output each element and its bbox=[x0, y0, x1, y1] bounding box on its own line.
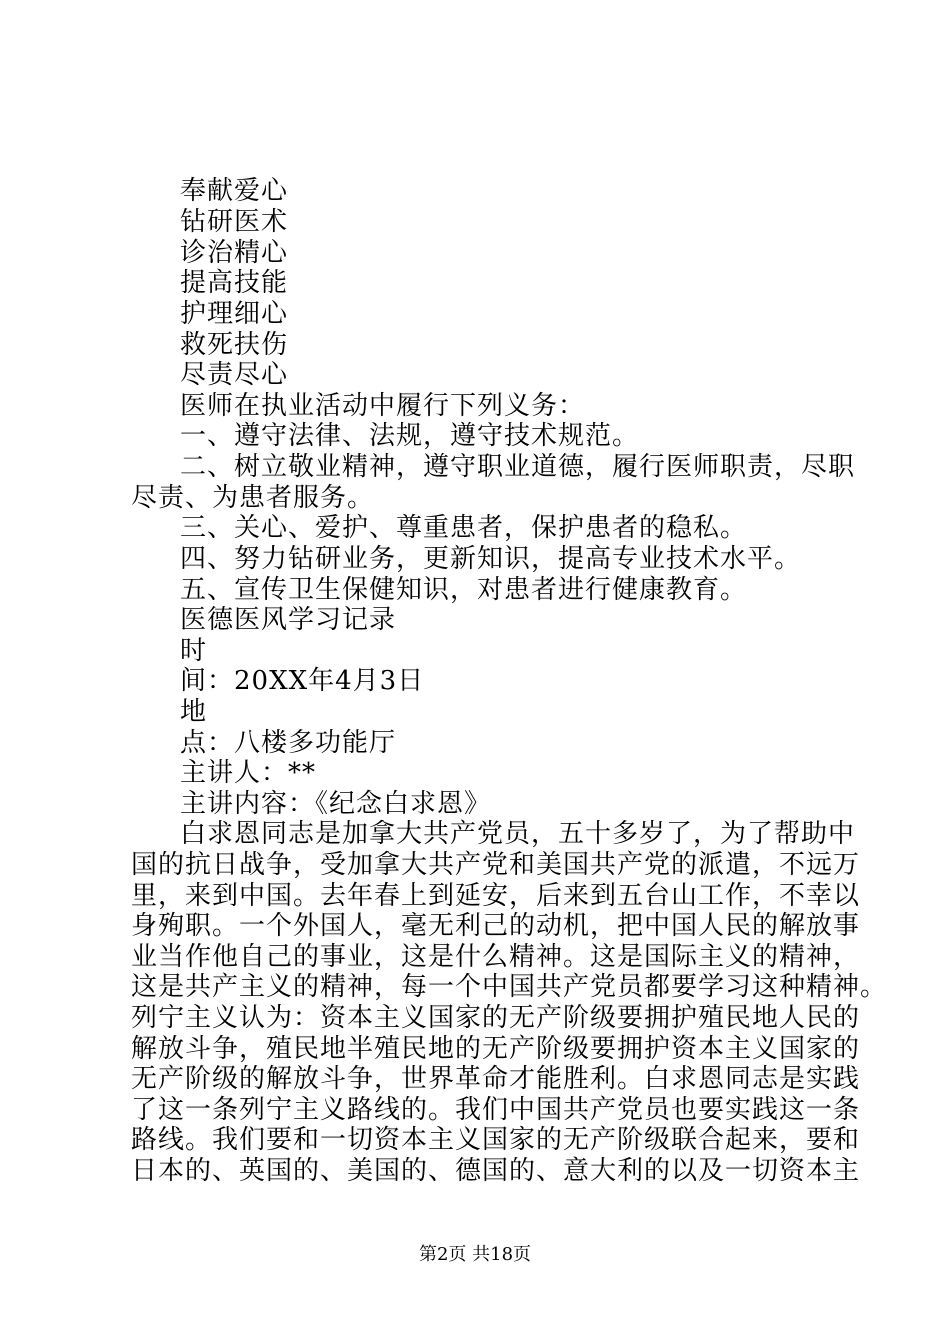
virtue-line: 尽责尽心 bbox=[180, 360, 289, 390]
duty-item: 三、关心、爱护、尊重患者，保护患者的稳私。 bbox=[180, 513, 748, 543]
article-line: 无产阶级的解放斗争，世界革命才能胜利。白求恩同志是实践 bbox=[131, 1064, 861, 1094]
virtue-line: 钻研医术 bbox=[180, 207, 289, 237]
duties-intro: 医师在执业活动中履行下列义务： bbox=[180, 391, 586, 421]
record-place-label: 地 bbox=[180, 697, 208, 727]
article-line: 日本的、英国的、美国的、德国的、意大利的以及一切资本主 bbox=[131, 1156, 861, 1186]
article-line: 了这一条列宁主义路线的。我们中国共产党员也要实践这一条 bbox=[131, 1095, 861, 1125]
virtue-line: 诊治精心 bbox=[180, 238, 289, 268]
record-content: 主讲内容：《纪念白求恩》 bbox=[180, 789, 492, 819]
virtue-line: 提高技能 bbox=[180, 268, 289, 298]
page-footer: 第2页 共18页 bbox=[418, 1244, 532, 1265]
duty-item: 二、树立敬业精神，遵守职业道德，履行医师职责，尽职 bbox=[180, 452, 856, 482]
article-line: 身殉职。一个外国人，毫无利己的动机，把中国人民的解放事 bbox=[131, 911, 861, 941]
article-line: 白求恩同志是加拿大共产党员，五十多岁了，为了帮助中 bbox=[180, 819, 856, 849]
duty-item-continuation: 尽责、为患者服务。 bbox=[131, 483, 375, 513]
article-line: 里，来到中国。去年春上到延安，后来到五台山工作，不幸以 bbox=[131, 881, 861, 911]
article-line: 业当作他自己的事业，这是什么精神。这是国际主义的精神， bbox=[131, 942, 861, 972]
record-time-label: 时 bbox=[180, 636, 208, 666]
article-line: 国的抗日战争，受加拿大共产党和美国共产党的派遣，不远万 bbox=[131, 850, 861, 880]
virtue-line: 奉献爱心 bbox=[180, 176, 289, 206]
article-line: 这是共产主义的精神，每一个中国共产党员都要学习这种精神。 bbox=[131, 972, 888, 1002]
virtue-line: 救死扶伤 bbox=[180, 330, 289, 360]
virtue-line: 护理细心 bbox=[180, 299, 289, 329]
record-title: 医德医风学习记录 bbox=[180, 605, 397, 635]
article-line: 列宁主义认为：资本主义国家的无产阶级要拥护殖民地人民的 bbox=[131, 1003, 861, 1033]
article-line: 解放斗争，殖民地半殖民地的无产阶级要拥护资本主义国家的 bbox=[131, 1034, 861, 1064]
record-time: 间：20XX年4月3日 bbox=[180, 666, 425, 696]
duty-item: 五、宣传卫生保健知识，对患者进行健康教育。 bbox=[180, 575, 748, 605]
record-place: 点：八楼多功能厅 bbox=[180, 728, 397, 758]
duty-item: 一、遵守法律、法规，遵守技术规范。 bbox=[180, 421, 640, 451]
article-line: 路线。我们要和一切资本主义国家的无产阶级联合起来，要和 bbox=[131, 1125, 861, 1155]
duty-item: 四、努力钻研业务，更新知识，提高专业技术水平。 bbox=[180, 544, 802, 574]
record-speaker: 主讲人：** bbox=[180, 758, 317, 788]
